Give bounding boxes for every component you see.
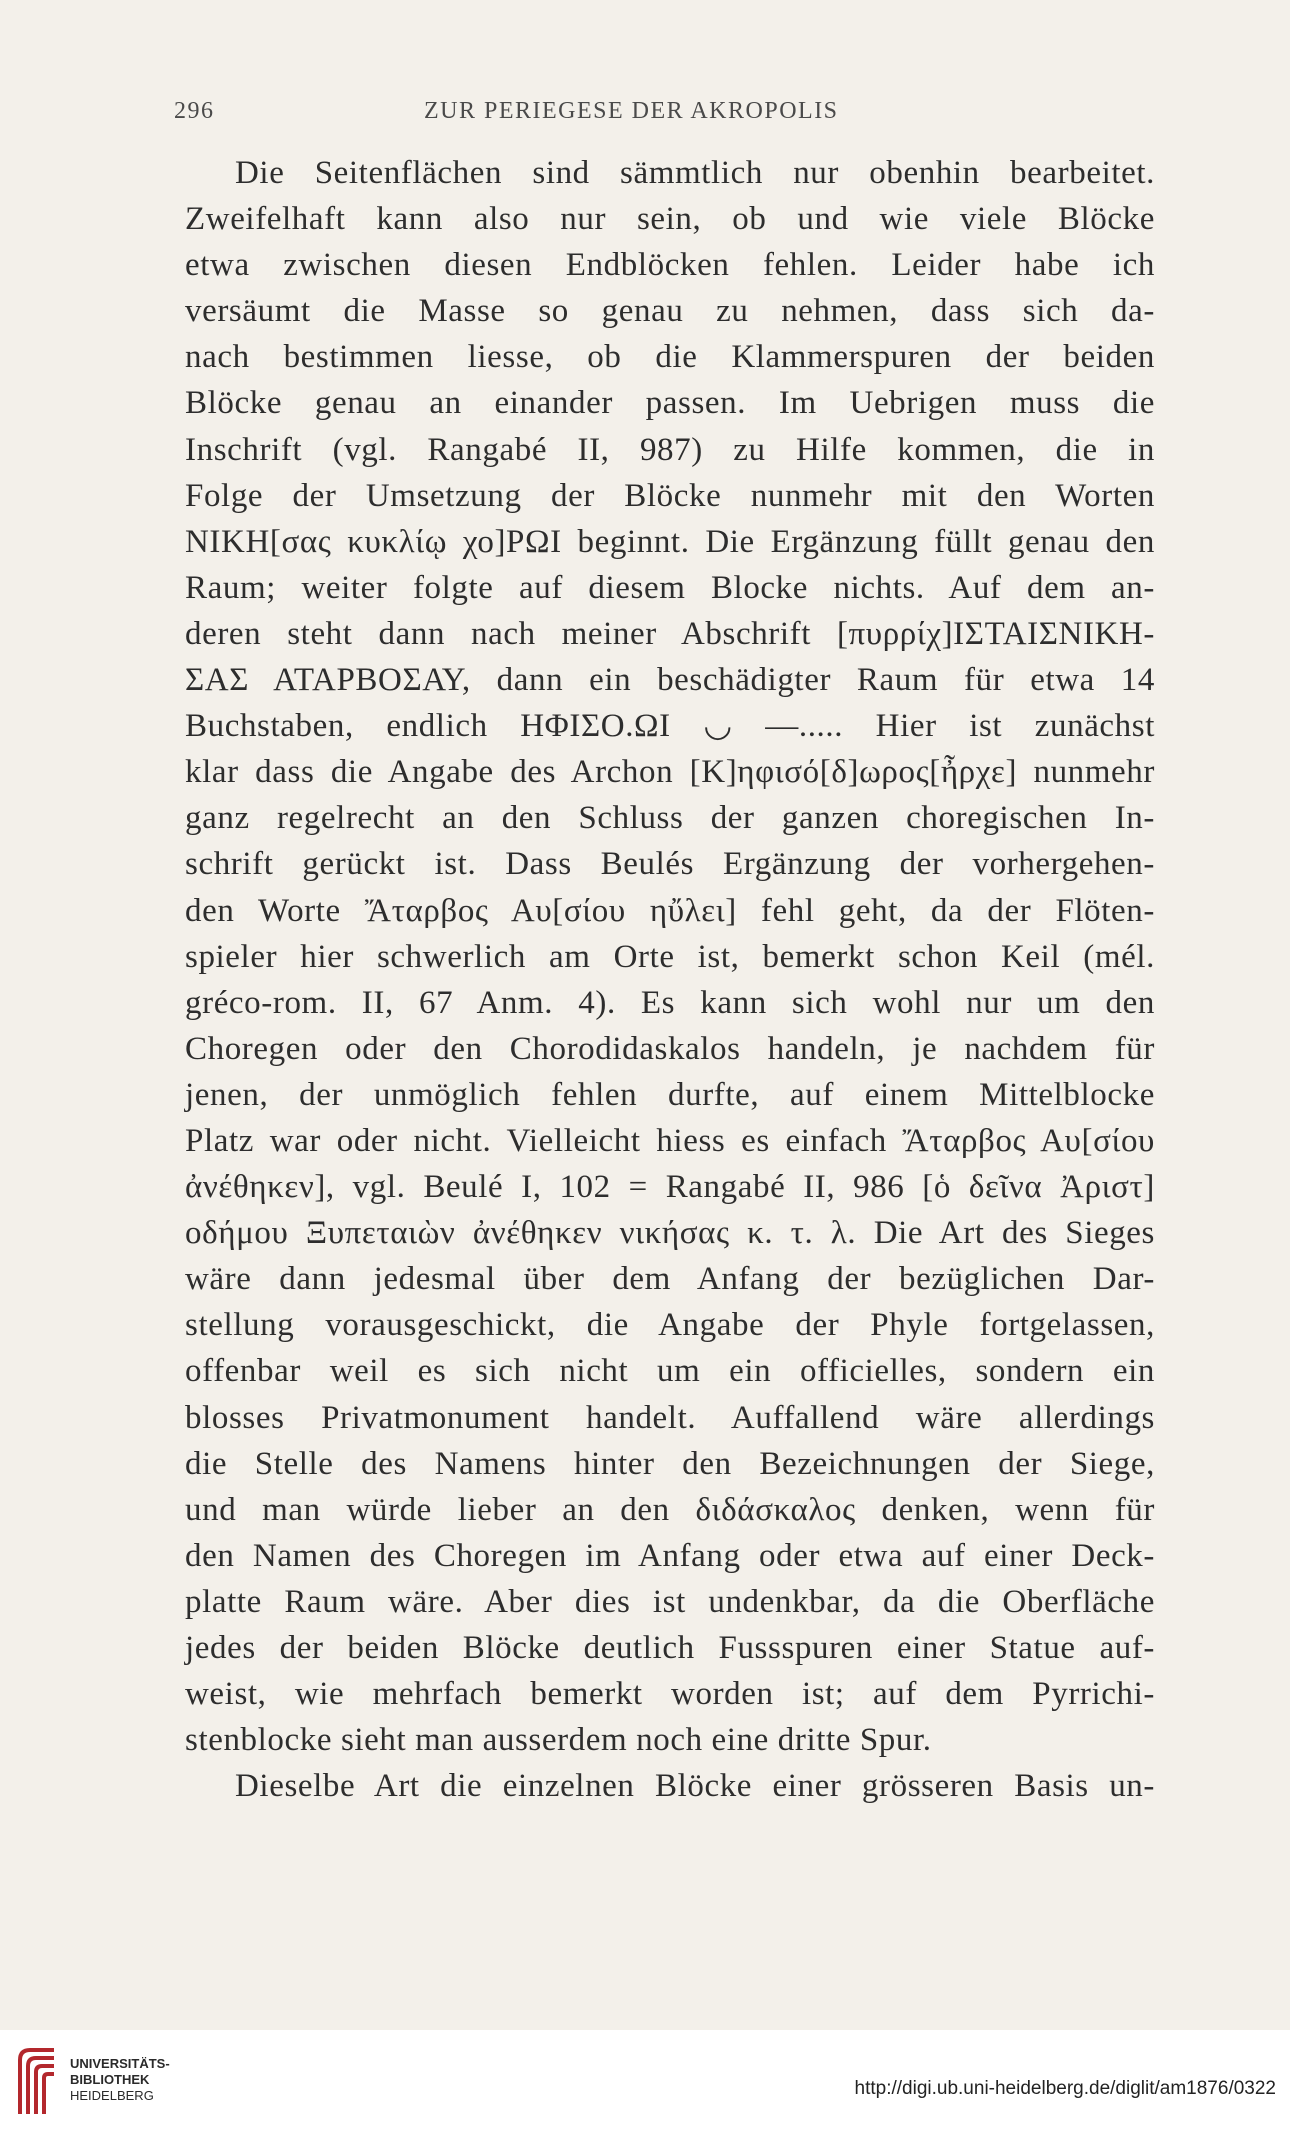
text-line: etwa zwischen diesen Endblöcken fehlen. Leider habe ich: [185, 247, 1155, 284]
text-line: die Stelle des Namens hinter den Bezeichnungen der Siege,: [185, 1445, 1155, 1482]
running-head: [174, 98, 1174, 132]
text-line: Inschrift (vgl. Rangabé II, 987) zu Hilfe kommen, die in: [185, 431, 1155, 468]
footer-bar: [0, 2030, 1290, 2134]
text-line: Blöcke genau an einander passen. Im Uebrigen muss die: [185, 385, 1155, 422]
text-line: platte Raum wäre. Aber dies ist undenkbar, da die Oberfläche: [185, 1583, 1155, 1620]
text-line: weist, wie mehrfach bemerkt worden ist; auf dem Pyrrichi-: [185, 1676, 1155, 1713]
text-line: ΝΙΚΗ[σας κυκλίῳ χο]ΡΩΙ beginnt. Die Ergänzung füllt genau den: [185, 523, 1155, 560]
text-line: ganz regelrecht an den Schluss der ganzen choregischen In-: [185, 800, 1155, 837]
text-line: Buchstaben, endlich ΗΦΙΣΟ.ΩΙ ◡ —..... Hier ist zunächst: [185, 708, 1155, 745]
text-line: schrift gerückt ist. Dass Beulés Ergänzung der vorhergehen-: [185, 846, 1155, 883]
text-line: Zweifelhaft kann also nur sein, ob und wie viele Blöcke: [185, 201, 1155, 238]
source-url-link[interactable]: http://digi.ub.uni-heidelberg.de/diglit/am1876/0322: [854, 2078, 1276, 2099]
text-line: versäumt die Masse so genau zu nehmen, dass sich da-: [185, 293, 1155, 330]
text-line: stellung vorausgeschickt, die Angabe der Phyle fortgelassen,: [185, 1307, 1155, 1344]
text-line: klar dass die Angabe des Archon [Κ]ηφισό[δ]ωρος[ἦρχε] nunmehr: [185, 754, 1155, 791]
library-name-line: UNIVERSITÄTS-: [70, 2056, 170, 2071]
text-line: wäre dann jedesmal über dem Anfang der bezüglichen Dar-: [185, 1261, 1155, 1298]
running-title: ZUR PERIEGESE DER AKROPOLIS: [424, 98, 839, 124]
text-line: Raum; weiter folgte auf diesem Blocke nichts. Auf dem an-: [185, 569, 1155, 606]
text-line: Die Seitenflächen sind sämmtlich nur obenhin bearbeitet.: [235, 155, 1155, 191]
text-line: ἀνέθηκεν], vgl. Beulé I, 102 = Rangabé II, 986 [ὁ δεῖνα Ἀριστ]: [185, 1169, 1155, 1206]
text-line: stenblocke sieht man ausserdem noch eine dritte Spur.: [185, 1722, 932, 1759]
page-number: 296: [174, 98, 215, 124]
text-line: den Worte Ἄταρβος Αυ[σίου ηὔλει] fehl geht, da der Flöten-: [185, 892, 1155, 929]
text-line: ΣΑΣ ΑΤΑΡΒΟΣΑΥ, dann ein beschädigter Raum für etwa 14: [185, 662, 1155, 699]
text-line: Platz war oder nicht. Vielleicht hiess es einfach Ἄταρβος Αυ[σίου: [185, 1122, 1155, 1159]
text-line: Choregen oder den Chorodidaskalos handeln, je nachdem für: [185, 1030, 1155, 1067]
library-logo[interactable]: [14, 2044, 174, 2120]
text-line: jenen, der unmöglich fehlen durfte, auf einem Mittelblocke: [185, 1076, 1155, 1113]
text-line: den Namen des Choregen im Anfang oder etwa auf einer Deck-: [185, 1537, 1155, 1574]
library-name-line: BIBLIOTHEK: [70, 2072, 150, 2087]
text-line: Folge der Umsetzung der Blöcke nunmehr mit den Worten: [185, 477, 1155, 514]
library-logo-icon: [14, 2044, 60, 2120]
text-line: οδήμου Ξυπεταιὼν ἀνέθηκεν νικήσας κ. τ. λ. Die Art des Sieges: [185, 1215, 1155, 1252]
text-line: jedes der beiden Blöcke deutlich Fussspuren einer Statue auf-: [185, 1630, 1155, 1666]
text-line: nach bestimmen liesse, ob die Klammerspuren der beiden: [185, 339, 1155, 376]
library-name-line: HEIDELBERG: [70, 2088, 154, 2103]
text-line: offenbar weil es sich nicht um ein officielles, sondern ein: [185, 1353, 1155, 1390]
text-body: [185, 150, 1155, 1809]
text-line: spieler hier schwerlich am Orte ist, bemerkt schon Keil (mél.: [185, 938, 1155, 975]
text-line: Dieselbe Art die einzelnen Blöcke einer grösseren Basis un-: [235, 1768, 1155, 1805]
text-line: gréco-rom. II, 67 Anm. 4). Es kann sich wohl nur um den: [185, 984, 1155, 1021]
library-name: [70, 2056, 170, 2104]
text-line: und man würde lieber an den διδάσκαλος denken, wenn für: [185, 1491, 1155, 1528]
text-line: blosses Privatmonument handelt. Auffallend wäre allerdings: [185, 1399, 1155, 1436]
text-line: deren steht dann nach meiner Abschrift [πυρρίχ]ΙΣΤΑΙΣΝΙΚΗ-: [185, 615, 1155, 652]
